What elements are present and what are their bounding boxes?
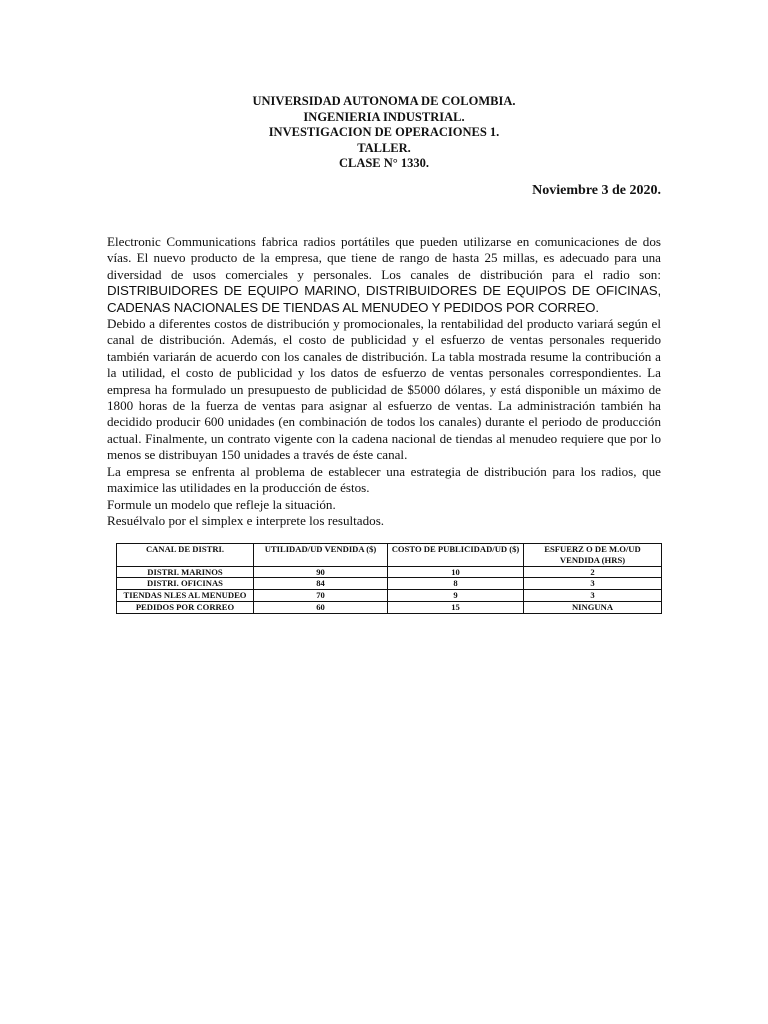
header-ad-cost: COSTO DE PUBLICIDAD/UD ($) — [388, 544, 524, 567]
cell-effort: 3 — [524, 578, 662, 590]
cell-profit: 60 — [254, 601, 388, 613]
faculty-name: INGENIERIA INDUSTRIAL. — [303, 109, 465, 124]
university-name: UNIVERSIDAD AUTONOMA DE COLOMBIA. — [252, 94, 516, 108]
table-row — [117, 566, 662, 578]
intro-text: Electronic Communications fabrica radios portátiles que pueden utilizarse en comunicaciones de dos vías. El nuevo producto de la empresa, que tiene de rango de hasta 25 millas, es adecuado para una diversidad de usos comerciales y personales. Los canales de distribución para el radio son: — [107, 234, 661, 282]
problem-statement — [107, 234, 661, 529]
document-date: Noviembre 3 de 2020. — [532, 183, 661, 198]
cell-profit: 70 — [254, 590, 388, 602]
table-header-row — [117, 544, 662, 567]
cell-channel: DISTRI. MARINOS — [117, 566, 254, 578]
header-effort: ESFUERZ O DE M.O/UD VENDIDA (HRS) — [524, 544, 662, 567]
distribution-channels-text: DISTRIBUIDORES DE EQUIPO MARINO, DISTRIBUIDORES DE EQUIPOS DE OFICINAS, CADENAS NACIONALES DE TIENDAS AL MENUDEO Y PEDIDOS POR CORREO. — [107, 283, 661, 315]
cell-channel: DISTRI. OFICINAS — [117, 578, 254, 590]
cell-channel: PEDIDOS POR CORREO — [117, 601, 254, 613]
cell-ad-cost: 8 — [388, 578, 524, 590]
course-name: INVESTIGACION DE OPERACIONES 1. — [268, 125, 500, 139]
cell-ad-cost: 15 — [388, 601, 524, 613]
cell-profit: 84 — [254, 578, 388, 590]
cell-effort: NINGUNA — [524, 601, 662, 613]
paragraph-intro — [107, 234, 661, 316]
header-channel: CANAL DE DISTRI. — [117, 544, 254, 567]
table-row — [117, 590, 662, 602]
assignment-type: TALLER. — [357, 140, 411, 155]
instruction-model: Formule un modelo que refleje la situación. — [107, 496, 336, 512]
table-row — [117, 578, 662, 590]
cell-profit: 90 — [254, 566, 388, 578]
channel-table-wrapper — [116, 543, 661, 614]
channel-data-table — [116, 543, 662, 614]
header-profit: UTILIDAD/UD VENDIDA ($) — [254, 544, 388, 567]
table-row — [117, 601, 662, 613]
cell-effort: 3 — [524, 590, 662, 602]
cell-ad-cost: 9 — [388, 590, 524, 602]
instruction-solve: Resuélvalo por el simplex e interprete los resultados. — [107, 512, 385, 528]
paragraph-costs: Debido a diferentes costos de distribución y promocionales, la rentabilidad del producto variará según el canal de distribución. Además, el costo de publicidad y el esfuerzo de ventas personales requerido también variarán de acuerdo con los canales de distribución. La tabla mostrada resume la contribución a la utilidad, el costo de publicidad y los datos de esfuerzo de ventas personales correspondientes. La empresa ha formulado un presupuesto de publicidad de $5000 dólares, y está disponible un máximo de 1800 horas de la fuerza de ventas para asignar al esfuerzo de ventas. La administración también ha decidido producir 600 unidades (en combinación de todos los canales) durante el periodo de producción actual. Finalmente, un contrato vigente con la cadena nacional de tiendas al menudeo requiere que por lo menos se distribuyan 150 unidades a través de éste canal. — [107, 316, 661, 463]
class-number: CLASE N° 1330. — [338, 156, 430, 170]
cell-ad-cost: 10 — [388, 566, 524, 578]
cell-channel: TIENDAS NLES AL MENUDEO — [117, 590, 254, 602]
document-header — [0, 94, 768, 172]
paragraph-problem: La empresa se enfrenta al problema de establecer una estrategia de distribución para los radios, que maximice las utilidades en la producción de éstos. — [107, 463, 661, 496]
cell-effort: 2 — [524, 566, 662, 578]
